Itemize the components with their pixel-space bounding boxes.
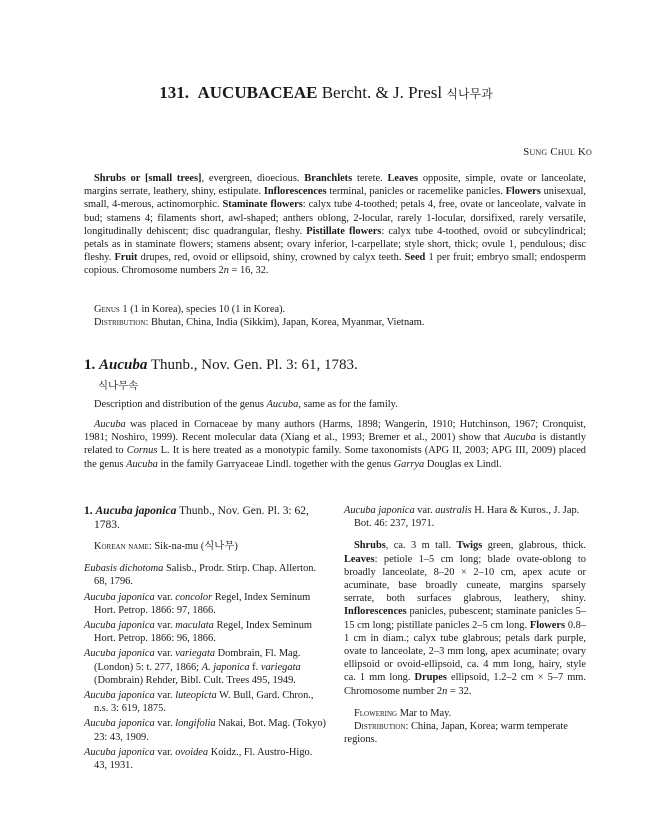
italic-term: Aucuba japonica [84,746,155,758]
genus-name: Aucuba [99,357,148,373]
italic-term: Aucuba japonica [84,690,155,702]
text-run: var. [414,505,436,516]
bold-term: Seed [404,252,426,264]
family-description-text [84,172,586,278]
bold-term: Pistillate flowers [306,225,382,237]
species-heading [84,504,326,532]
bold-term: Flowers [505,186,541,198]
text-run: Salisb., Prodr. Stirp. Chap. Allerton. 68, 1796. [94,563,317,588]
italic-term: variegata [260,661,301,673]
bold-term: Flowers [529,619,566,631]
genus-note [84,418,586,471]
species-flowering [344,707,586,720]
synonym-entry [84,562,326,588]
family-name: AUCUBACEAE [197,83,318,102]
text-run: var. [154,718,176,730]
family-meta [84,303,586,329]
italic-term: n [223,265,229,277]
korean-name-label: Korean name: [94,541,152,552]
genus-heading [84,357,358,374]
text-run: W. Bull, Gard. Chron., n.s. 3: 619, 1875. [94,690,314,715]
italic-term: australis [435,505,472,516]
text-run: is distantly related to [84,432,586,457]
italic-term: Garrya [393,458,425,470]
bold-term: Inflorescences [344,606,407,618]
italic-term: luteopicta [175,690,217,702]
synonym-entry [84,689,326,715]
genus-label: Genus [94,304,120,315]
italic-term: ovoidea [175,746,209,758]
text-run: terminal, panicles or racemelike panicles. [326,186,506,198]
italic-term: longifolia [175,718,216,730]
text-run: H. Hara & Kuros., J. Jap. Bot. 46: 237, 1971. [354,505,580,530]
bold-term: Fruit [114,252,138,264]
flowering-text: Mar to May. [397,707,452,719]
species-distribution-label: Distribution: [354,721,409,733]
italic-term: A. japonica [201,661,250,673]
genus-korean-name: 식나무속 [98,380,139,392]
bold-term: Leaves [344,553,375,565]
bold-term: Shrubs or [small trees] [94,173,202,184]
synonym-entry [84,717,326,743]
text-run: green, glabrous, thick. [482,540,586,552]
text-run: ellipsoid, 1.2–2 cm × 5–7 mm. Chromosome number 2 [344,672,586,697]
family-authors: Bercht. & J. Presl [321,83,443,102]
text-run: Douglas ex Lindl. [424,458,502,470]
synonym-entry [84,619,326,645]
italic-term: Cornus [126,445,158,457]
italic-term: Aucuba [94,419,126,430]
synonym-entry-continued [344,504,586,530]
species-distribution [344,720,586,746]
genus-count [84,303,586,316]
text-run: = 16, 32. [228,265,269,277]
text-run: Description and distribution of the genus [94,399,267,410]
italic-term: Aucuba [504,432,536,444]
family-title [0,83,652,103]
genus-note-text [84,418,586,471]
species-number: 1. [84,505,93,517]
text-run: var. [154,591,176,603]
species-citation: Thunb., Nov. Gen. Pl. 3: 62, 1783. [94,505,309,531]
species-description [344,539,586,697]
text-run: Dombrain, Fl. Mag. (London) 5: t. 277, 1866; [94,648,301,673]
text-run: : calyx tube 4-toothed, ovoid or subcylindrical; petals as in staminate flowers; stamens absent; ovary inferior, l-carpellate; style short, thick; ovule 1, pendulous; disc fleshy. [84,225,587,264]
family-distribution [84,316,586,329]
genus-count-text: 1 (1 in Korea), species 10 (1 in Korea). [119,304,286,315]
text-run: 1 per fruit; embryo small; endosperm copious. Chromosome numbers 2 [84,252,586,277]
text-run: var. [154,648,176,660]
text-run: was placed in Cornaceae by many authors (Harms, 1898; Wangerin, 1910; Hutchinson, 1967; Cronquist, 1981; Noshiro, 1999). Recent molecular data (Xiang et al., 1993; Bremer et al., 2001) show that [84,419,586,444]
text-run: , ca. 3 m tall. [385,540,457,552]
synonym-list [84,562,326,772]
genus-citation: Thunb., Nov. Gen. Pl. 3: 61, 1783. [147,357,358,373]
text-run: L. It is here treated as a monotypic family. Some taxonomists (APG II, 2003; APG III, 2009) placed the genus [84,445,586,470]
italic-term: Aucuba japonica [84,648,155,660]
text-run: , same as for the family. [298,399,398,410]
text-run: Nakai, Bot. Mag. (Tokyo) 23: 43, 1909. [94,718,326,743]
family-distribution-text: Bhutan, China, India (Sikkim), Japan, Korea, Myanmar, Vietnam. [148,317,425,329]
text-run: panicles, pubescent; staminate panicles 5–15 cm long; pistillate panicles 2–5 cm long. [344,606,586,631]
genus-description-text [84,398,586,411]
text-run: = 32. [447,685,472,697]
species-distribution-text: China, Japan, Korea; warm temperate regions. [344,721,568,746]
text-run: in the family Garryaceae Lindl. together with the genus [157,458,394,470]
contributor-name: Sung Chul Ko [523,146,592,158]
text-run: 0.8–1 cm in diam.; calyx tube glabrous; petals dark purple, ovate to lanceolate, 2–3 mm long, apex acuminate; ovary ellipsoid or ovoid-ellipsoid, ca. 4 mm long, hairy, style ca. 1 mm long. [344,619,587,684]
species-name: Aucuba japonica [95,505,177,517]
distribution-label: Distribution: [94,317,149,329]
bold-term: Shrubs [354,540,386,552]
italic-term: n [442,685,448,697]
synonym-entry [84,591,326,617]
family-description [84,172,586,278]
text-run: opposite, simple, ovate or lanceolate, margins serrate, leathery, shiny, estipulate. [84,173,586,198]
text-run: : calyx tube 4-toothed; petals 4, free, ovate or lanceolate, valvate in bud; stamens 4; filaments short, awl-shaped; anthers oblong, 2-locular, rarely 1-locular, dorsifixed, rarely versatile, longitudinally dehiscent; disc quadrangular, fleshy. [84,199,587,237]
italic-term: Aucuba [126,458,158,470]
korean-name-text: Sik-na-mu (식나무) [151,541,238,552]
italic-term: Aucuba japonica [84,591,155,603]
text-run: (Dombrain) Rehder, Bibl. Cult. Trees 495, 1949. [94,674,296,686]
text-run: var. [154,620,176,632]
text-run: , evergreen, dioecious. [201,173,305,184]
synonym-entry [84,746,326,772]
italic-term: Eubasis dichotoma [84,563,164,575]
text-run: Koidz., Fl. Austro-Higo. 43, 1931. [94,746,313,772]
species-right-column [344,504,586,746]
italic-term: variegata [175,648,216,660]
italic-term: Aucuba japonica [84,718,155,730]
italic-term: concolor [175,591,213,603]
family-korean-name: 식나무과 [446,87,493,101]
species-left-column [84,504,326,774]
family-number: 131. [159,83,189,102]
text-run: Regel, Index Seminum Hort. Petrop. 1866: 96, 1866. [94,620,312,645]
text-run: : petiole 1–5 cm long; blade ovate-oblong to broadly lanceolate, 8–20 × 2–10 cm, apex acute or acuminate, base broadly cuneate, margins sparsely serrate, both surfaces glabrous, leathery, shiny. [344,553,586,605]
text-run: var. [154,690,176,702]
genus-description [84,398,586,411]
text-run: drupes, red, ovoid or ellipsoid, shiny, crowned by calyx teeth. [137,252,405,264]
text-run: Regel, Index Seminum Hort. Petrop. 1866: 97, 1866. [94,591,311,616]
italic-term: Aucuba [266,399,299,410]
synonym-entry [84,647,326,687]
italic-term: Aucuba japonica [84,620,155,632]
text-run: terete. [352,173,388,184]
bold-term: Branchlets [304,173,353,184]
text-run: var. [154,746,176,758]
italic-term: maculata [175,620,214,632]
species-korean-name [84,540,326,553]
italic-term: Aucuba japonica [344,505,415,516]
bold-term: Drupes [414,672,447,684]
text-run: unisexual, small, 4-merous, actinomorphic. [84,186,586,211]
genus-number: 1. [84,357,96,373]
bold-term: Leaves [387,173,419,184]
bold-term: Twigs [456,540,483,552]
bold-term: Staminate flowers [222,199,303,211]
flowering-label: Flowering [354,707,398,719]
text-run: f. [249,661,261,673]
bold-term: Inflorescences [263,186,327,198]
